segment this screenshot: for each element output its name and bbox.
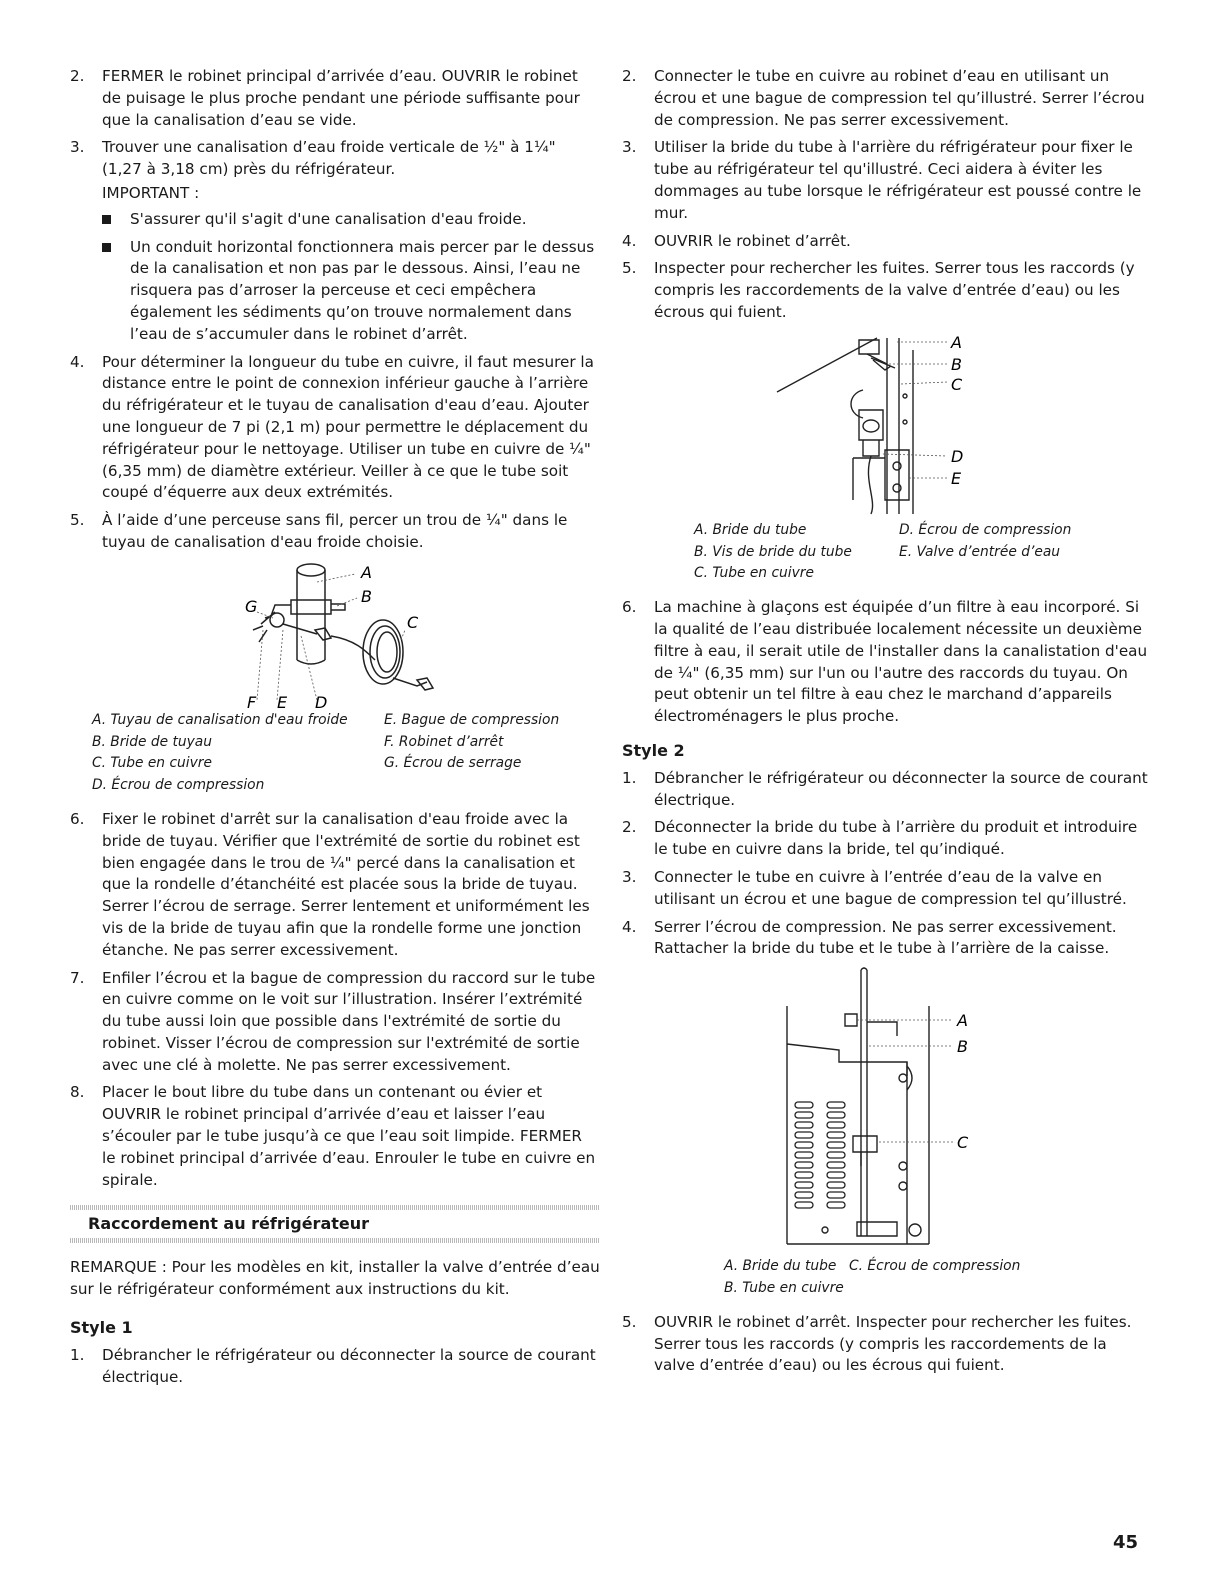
step-item xyxy=(622,817,1152,861)
section-heading: Raccordement au réfrigérateur xyxy=(70,1205,600,1243)
step-number: 6. xyxy=(70,809,85,828)
step-text: Débrancher le réfrigérateur ou déconnecter la source de courant électrique. xyxy=(102,1345,596,1386)
style-1-heading: Style 1 xyxy=(70,1318,133,1338)
step-item xyxy=(622,137,1152,224)
style-2-heading: Style 2 xyxy=(622,740,685,760)
figure-tube-clamp xyxy=(767,330,1007,520)
step-number: 4. xyxy=(70,352,85,371)
steps-list-6 xyxy=(622,768,1152,960)
step-number: 3. xyxy=(70,138,85,157)
step-item xyxy=(622,66,1152,131)
step-item xyxy=(70,1345,600,1389)
step-text: Serrer l’écrou de compression. Ne pas serrer excessivement. Rattacher la bride du tube et le tube à l’arrière de la caisse. xyxy=(654,917,1117,958)
step-item xyxy=(70,968,600,1077)
fig1-letter-b: B xyxy=(361,586,372,606)
step-item xyxy=(622,867,1152,911)
step-number: 4. xyxy=(622,231,637,250)
step-item xyxy=(622,1312,1152,1377)
fig3-letter-a: A xyxy=(957,1011,968,1031)
legend-entry: C. Tube en cuivre xyxy=(694,565,814,582)
legend-entry: A. Tuyau de canalisation d'eau froide xyxy=(92,711,348,728)
remarque-note: REMARQUE : Pour les modèles en kit, installer la valve d’entrée d’eau sur le réfrigérateur conformément aux instructions du kit. xyxy=(70,1258,600,1299)
step-text: Connecter le tube en cuivre à l’entrée d’eau de la valve en utilisant un écrou et une bague de compression tel qu’illustré. xyxy=(654,867,1127,908)
steps-list-3 xyxy=(70,1345,600,1389)
left-column xyxy=(70,66,600,1394)
step-item xyxy=(70,352,600,505)
important-bullets xyxy=(102,209,600,346)
step-text: Trouver une canalisation d’eau froide verticale de ½" à 1¼" (1,27 à 3,18 cm) près du réfrigérateur. xyxy=(102,138,556,179)
step-number: 3. xyxy=(622,867,637,886)
step-item xyxy=(622,768,1152,812)
step-item xyxy=(70,510,600,554)
right-column xyxy=(622,66,1152,1383)
legend-entry: C. Écrou de compression xyxy=(849,1258,1021,1275)
steps-list-1 xyxy=(70,66,600,554)
legend-entry: D. Écrou de compression xyxy=(899,521,1072,538)
step-text: Débrancher le réfrigérateur ou déconnecter la source de courant électrique. xyxy=(654,768,1148,809)
step-text: Enfiler l’écrou et la bague de compression du raccord sur le tube en cuivre comme on le voit sur l’illustration. Insérer l’extrémité du tube aussi loin que possible dans l'extrémité de sortie du robinet. Visser l’écrou de compression sur l'extrémité de sortie avec une clé à molette. Ne pas serrer excessivement. xyxy=(102,968,596,1074)
step-text: Utiliser la bride du tube à l'arrière du réfrigérateur pour fixer le tube au réfrigérateur tel qu'illustré. Ceci aidera à éviter les dommages au tube lorsque le réfrigérateur est poussé contre le mur. xyxy=(654,138,1142,222)
fig1-letter-d: D xyxy=(315,692,328,710)
important-label: IMPORTANT : xyxy=(102,183,200,202)
bullet-item: S'assurer qu'il s'agit d'une canalisation d'eau froide. xyxy=(102,209,600,231)
figure-legend-1 xyxy=(70,710,600,797)
page-number: 45 xyxy=(1112,1532,1138,1553)
bullet-item: Un conduit horizontal fonctionnera mais percer par le dessus de la canalisation et non pas par le dessous. Ainsi, l’eau ne risquera pas d’arroser la perceuse et ceci empêchera également les sédiments qu’on trouve normalement dans l’eau de s’accumuler dans le robinet d’arrêt. xyxy=(102,237,600,346)
step-number: 5. xyxy=(622,1312,637,1331)
fig1-letter-g: G xyxy=(245,596,258,616)
legend-entry: B. Vis de bride du tube xyxy=(694,543,852,560)
legend-entry: D. Écrou de compression xyxy=(92,777,265,794)
step-text: Déconnecter la bride du tube à l’arrière du produit et introduire le tube en cuivre dans la bride, tel qu’indiqué. xyxy=(654,818,1138,859)
figure-legend-3 xyxy=(622,1256,1152,1300)
figure-refrigerator-back xyxy=(757,966,1017,1256)
step-number: 5. xyxy=(70,511,85,530)
step-text: Inspecter pour rechercher les fuites. Serrer tous les raccords (y compris les raccordements de la valve d’entrée d’eau) ou les écrous qui fuient. xyxy=(654,259,1135,321)
fig1-letter-f: F xyxy=(247,692,257,710)
fig1-letter-a: A xyxy=(361,562,372,582)
legend-entry: B. Bride de tuyau xyxy=(92,733,212,750)
legend-entry: F. Robinet d’arrêt xyxy=(384,733,504,750)
legend-entry: E. Valve d’entrée d’eau xyxy=(899,543,1061,560)
steps-list-4 xyxy=(622,66,1152,324)
step-item xyxy=(622,231,1152,253)
fig2-letter-a: A xyxy=(951,332,962,352)
steps-list-5 xyxy=(622,597,1152,728)
step-text: OUVRIR le robinet d’arrêt. xyxy=(654,231,851,250)
step-text: À l’aide d’une perceuse sans fil, percer un trou de ¼" dans le tuyau de canalisation d'eau froide choisie. xyxy=(102,511,568,551)
legend-entry: E. Bague de compression xyxy=(384,711,560,728)
step-text: FERMER le robinet principal d’arrivée d’eau. OUVRIR le robinet de puisage le plus proche pendant une période suffisante pour que la canalisation d’eau se vide. xyxy=(102,67,580,129)
step-number: 1. xyxy=(622,768,637,787)
step-item xyxy=(70,809,600,962)
step-text: Pour déterminer la longueur du tube en cuivre, il faut mesurer la distance entre le point de connexion inférieur gauche à l’arrière du réfrigérateur et le tuyau de canalisation d'eau d’eau. Ajouter une longueur de 7 pi (2,1 m) pour permettre le déplacement du réfrigérateur pour le nettoyage. Utiliser un tube en cuivre de ¼" (6,35 mm) de diamètre extérieur. Veiller à ce que le tube soit coupé d’équerre aux deux extrémités. xyxy=(102,352,594,502)
step-item xyxy=(70,1082,600,1191)
figure-shutoff-valve xyxy=(205,560,465,710)
steps-list-2 xyxy=(70,809,600,1192)
legend-entry: C. Tube en cuivre xyxy=(92,755,212,772)
fig2-letter-c: C xyxy=(951,374,963,394)
step-number: 2. xyxy=(70,67,85,85)
step-number: 2. xyxy=(622,818,637,837)
fig2-letter-b: B xyxy=(951,354,962,374)
step-text: Placer le bout libre du tube dans un contenant ou évier et OUVRIR le robinet principal d’arrivée d’eau et laisser l’eau s’écouler par le tube jusqu’à ce que l’eau soit limpide. FERMER le robinet principal d’arrivée d’eau. Enrouler le tube en cuivre en spirale. xyxy=(102,1083,596,1189)
step-text: Fixer le robinet d'arrêt sur la canalisation d'eau froide avec la bride de tuyau. Vérifier que l'extrémité de sortie du robinet est bien engagée dans le trou de ¼" percé dans la canalisation et que la rondelle d’étanchéité est placée sous la bride de tuyau. Serrer l’écrou de serrage. Serrer lentement et uniformément les vis de la bride de tuyau afin que la rondelle forme une jonction étanche. Ne pas serrer excessivement. xyxy=(102,809,590,959)
step-number: 8. xyxy=(70,1083,85,1102)
step-number: 4. xyxy=(622,917,637,936)
legend-entry: G. Écrou de serrage xyxy=(384,755,522,772)
step-item xyxy=(622,597,1152,728)
step-item xyxy=(70,66,600,131)
legend-entry: A. Bride du tube xyxy=(694,521,807,538)
step-number: 2. xyxy=(622,67,637,85)
step-item xyxy=(622,917,1152,961)
fig2-letter-e: E xyxy=(951,468,962,488)
step-number: 6. xyxy=(622,598,637,617)
fig1-letter-e: E xyxy=(277,692,288,710)
step-text: Connecter le tube en cuivre au robinet d’eau en utilisant un écrou et une bague de compression tel qu’illustré. Serrer l’écrou de compression. Ne pas serrer excessivement. xyxy=(654,67,1145,129)
step-text: La machine à glaçons est équipée d’un filtre à eau incorporé. Si la qualité de l’eau distribuée localement nécessite un deuxième filtre à eau, il serait utile de l'installer dans la canalistation d'eau de ¼" (6,35 mm) sur l'un ou l'autre des raccords du tuyau. On peut obtenir un tel filtre à eau chez le marchand d’appareils électroménagers le plus proche. xyxy=(654,598,1148,726)
legend-entry: B. Tube en cuivre xyxy=(724,1279,844,1296)
fig3-letter-b: B xyxy=(957,1037,968,1057)
step-number: 7. xyxy=(70,968,85,987)
step-number: 1. xyxy=(70,1345,85,1364)
legend-entry: A. Bride du tube xyxy=(724,1258,837,1275)
fig2-letter-d: D xyxy=(951,446,964,466)
steps-list-7 xyxy=(622,1312,1152,1377)
fig1-letter-c: C xyxy=(407,612,419,632)
step-item xyxy=(70,137,600,345)
figure-legend-2 xyxy=(622,520,1152,585)
step-number: 5. xyxy=(622,259,637,278)
fig3-letter-c: C xyxy=(957,1133,969,1153)
step-item xyxy=(622,258,1152,323)
step-number: 3. xyxy=(622,138,637,157)
step-text: OUVRIR le robinet d’arrêt. Inspecter pour rechercher les fuites. Serrer tous les raccords (y compris les raccordements de la valve d’entrée d’eau) ou les écrous qui fuient. xyxy=(654,1312,1132,1375)
